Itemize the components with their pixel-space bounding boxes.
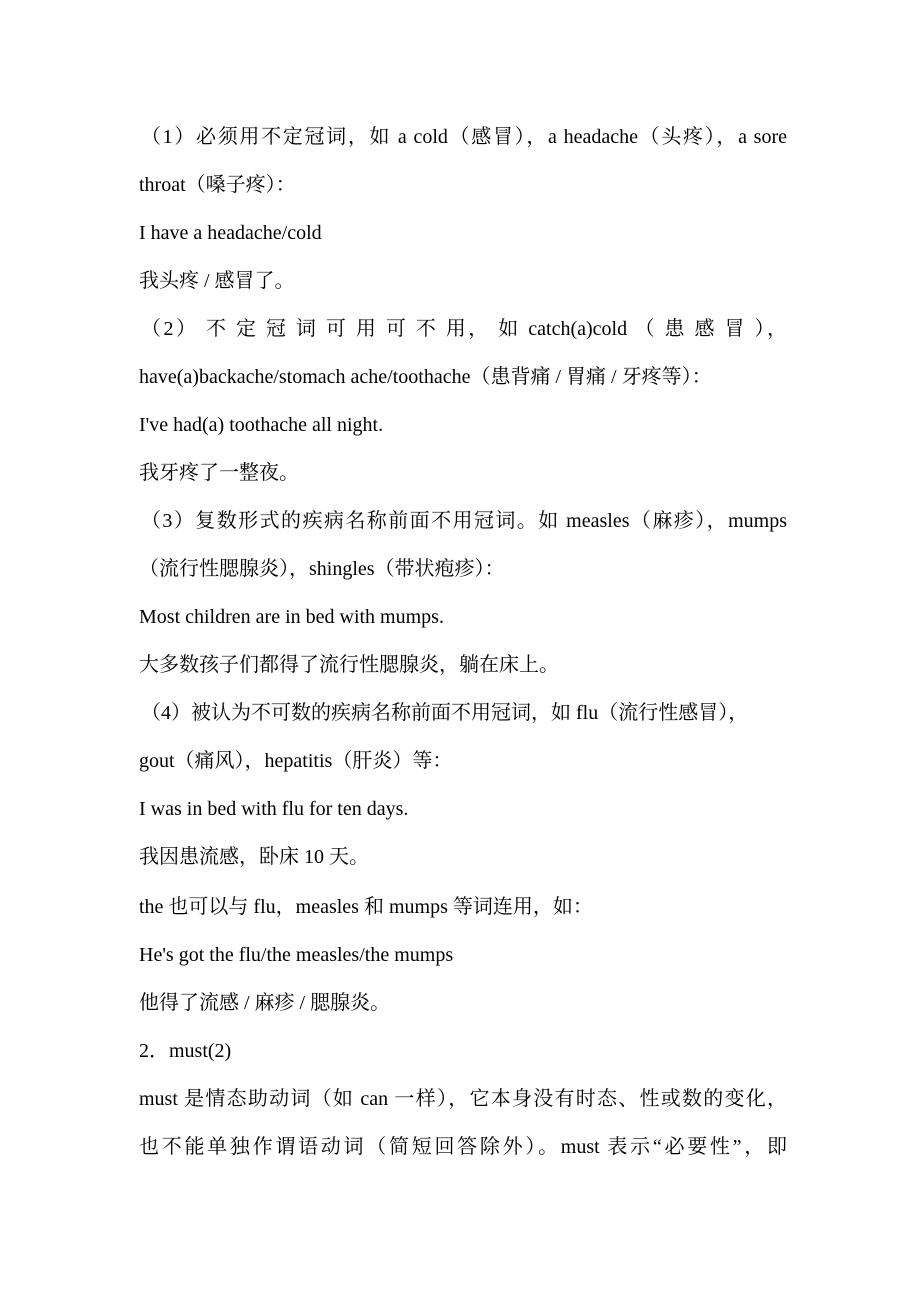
text-line: gout（痛风），hepatitis（肝炎）等：: [139, 750, 453, 772]
text-line: （3）复数形式的疾病名称前面不用冠词。如 measles（麻疹），mumps: [141, 510, 787, 532]
text-line: the 也可以与 flu，measles 和 mumps 等词连用，如：: [139, 896, 593, 918]
text-line: I have a headache/cold: [139, 222, 322, 244]
text-line: （1）必须用不定冠词，如 a cold（感冒），a headache（头疼），a sore: [141, 126, 787, 148]
section-heading: 2．must(2): [139, 1040, 232, 1062]
text-line: 我牙疼了一整夜。: [139, 462, 299, 484]
text-line: （2） 不 定 冠 词 可 用 可 不 用， 如 catch(a)cold （ 患 感 冒 ），: [141, 318, 787, 340]
text-line: have(a)backache/stomach ache/toothache（患背痛 / 胃痛 / 牙疼等）：: [139, 366, 712, 388]
text-line: I was in bed with flu for ten days.: [139, 798, 409, 820]
text-line: Most children are in bed with mumps.: [139, 606, 444, 628]
text-line: must 是情态助动词（如 can 一样），它本身没有时态、性或数的变化，: [139, 1088, 787, 1110]
text-line: 他得了流感 / 麻疹 / 腮腺炎。: [139, 992, 391, 1014]
text-line: I've had(a) toothache all night.: [139, 414, 384, 436]
text-line: （4）被认为不可数的疾病名称前面不用冠词，如 flu（流行性感冒），: [141, 702, 749, 724]
text-line: throat（嗓子疼）：: [139, 174, 296, 196]
text-line: He's got the flu/the measles/the mumps: [139, 944, 454, 966]
text-line: 大多数孩子们都得了流行性腮腺炎，躺在床上。: [139, 654, 559, 676]
text-line: 我头疼 / 感冒了。: [139, 270, 295, 292]
text-line: 我因患流感，卧床 10 天。: [139, 846, 369, 868]
text-line: （流行性腮腺炎），shingles（带状疱疹）：: [139, 558, 505, 580]
text-line: 也不能单独作谓语动词（简短回答除外）。must 表示“必要性”，即: [139, 1136, 787, 1158]
